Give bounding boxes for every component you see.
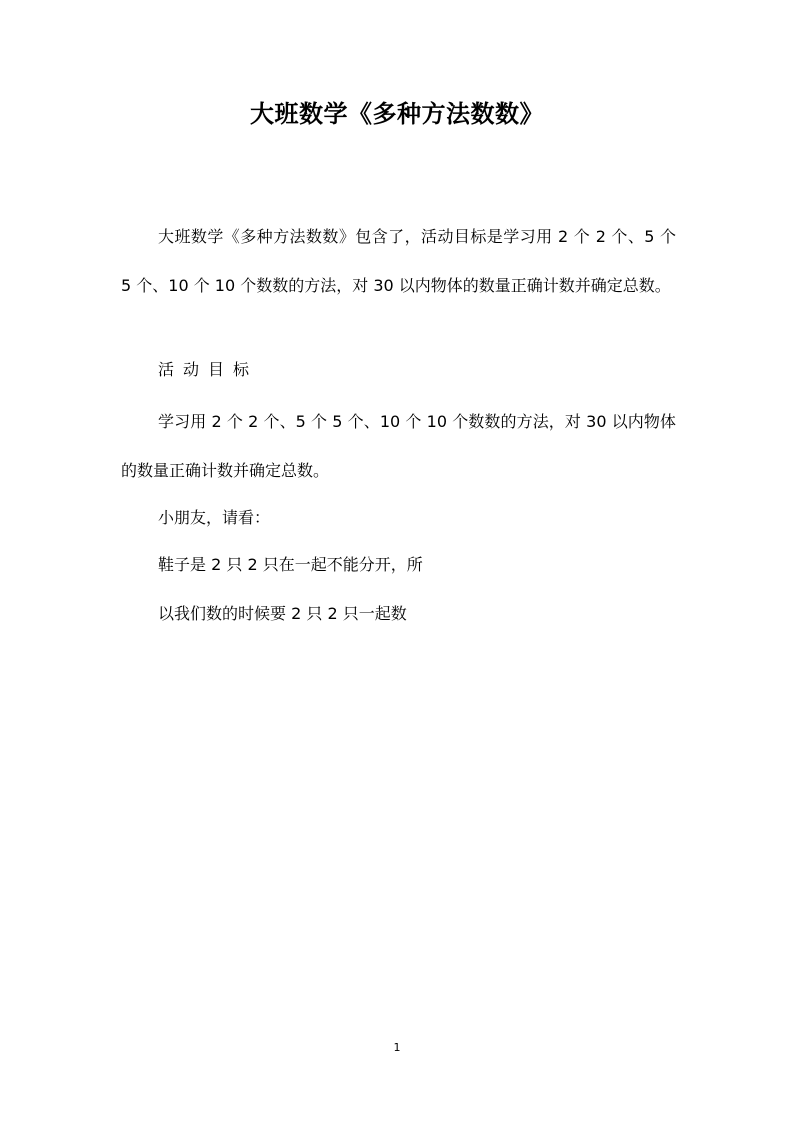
document-title: 大班数学《多种方法数数》 xyxy=(250,100,544,128)
kids-prompt: 小朋友，请看： xyxy=(158,508,271,527)
goal-heading: 活动目标 xyxy=(158,360,259,379)
shoes-line-2: 以我们数的时候要 2 只 2 只一起数 xyxy=(158,604,407,623)
goal-paragraph: 学习用 2 个 2 个、5 个 5 个、10 个 10 个数数的方法，对 30 以内物体的数量正确计数并确定总数。 xyxy=(121,412,676,480)
intro-paragraph: 大班数学《多种方法数数》包含了，活动目标是学习用 2 个 2 个、5 个 5 个、10 个 10 个数数的方法，对 30 以内物体的数量正确计数并确定总数。 xyxy=(121,227,676,295)
page-number: 1 xyxy=(393,1041,401,1054)
shoes-line-1: 鞋子是 2 只 2 只在一起不能分开，所 xyxy=(158,555,423,574)
